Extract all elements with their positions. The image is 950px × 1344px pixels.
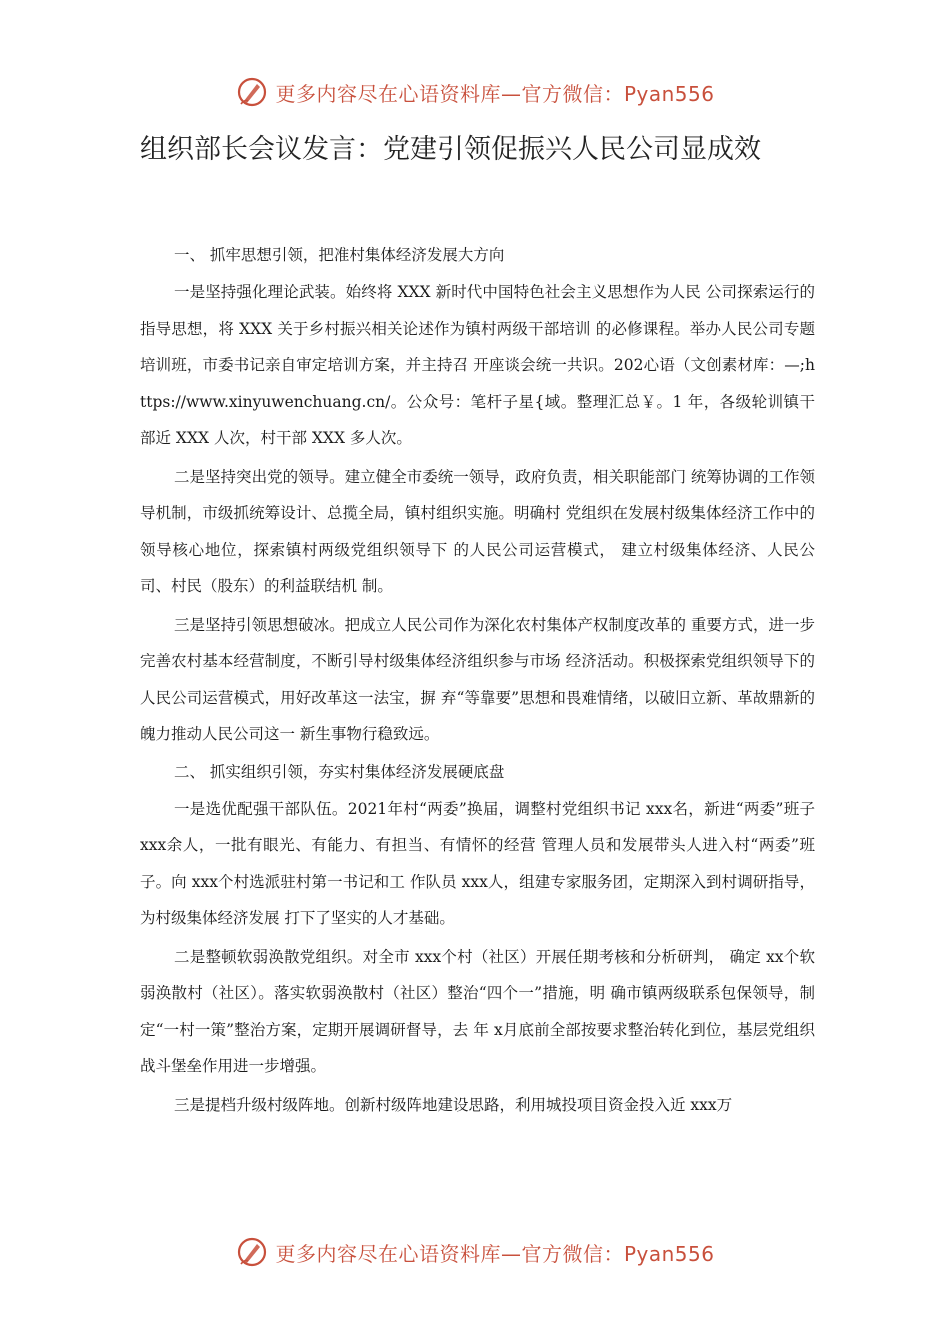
- paragraph: 三是坚持引领思想破冰。把成立人民公司作为深化农村集体产权制度改革的 重要方式，进一步完善农村基本经营制度，不断引导村级集体经济组织参与市场 经济活动。积极探索党组织领导下的人民公司运营模式，用好改革这一法宝，摒 弃“等靠要”思想和畏难情绪，以破旧立新、革故鼎新的魄力推动人民公司这一 新生事物行稳致远。: [140, 615, 815, 743]
- paragraph: 一是选优配强干部队伍。2021年村“两委”换届，调整村党组织书记 xxx名，新进“两委”班子 xxx余人，一批有眼光、有能力、有担当、有情怀的经营 管理人员和发展带头人进入村“两委”班子。向 xxx个村选派驻村第一书记和工 作队员 xxx人，组建专家服务团，定期深入到村调研指导，为村级集体经济发展 打下了坚实的人才基础。: [140, 799, 815, 927]
- paragraph: 三是提档升级村级阵地。创新村级阵地建设思路，利用城投项目资金投入近 xxx万: [174, 1095, 733, 1114]
- section-2: [140, 755, 815, 1124]
- section-heading: 一、 抓牢思想引领，把准村集体经济发展大方向: [174, 246, 505, 264]
- watermark-text-bottom: 更多内容尽在心语资料库—官方微信：Pyan556: [275, 1241, 715, 1266]
- document-body: [140, 238, 815, 1125]
- quill-pen-logo-icon: [235, 1235, 269, 1269]
- paragraph: 二是坚持突出党的领导。建立健全市委统一领导，政府负责，相关职能部门 统筹协调的工作领导机制，市级抓统筹设计、总揽全局，镇村组织实施。明确村 党组织在发展村级集体经济工作中的领导核心地位，探索镇村两级党组织领导下 的人民公司运营模式， 建立村级集体经济、人民公司、村民（股东）的利益联结机 制。: [140, 467, 815, 595]
- section-1: [140, 238, 815, 753]
- paragraph: 二是整顿软弱涣散党组织。对全市 xxx个村（社区）开展任期考核和分析研判， 确定 xx个软弱涣散村（社区）。落实软弱涣散村（社区）整治“四个一”措施，明 确市镇两级联系包保领导，制定“一村一策”整治方案，定期开展调研督导，去 年 x月底前全部按要求整治转化到位，基层党组织战斗堡垒作用进一步增强。: [140, 947, 815, 1075]
- watermark-text-top: 更多内容尽在心语资料库—官方微信：Pyan556: [275, 81, 715, 106]
- section-heading: 二、 抓实组织引领，夯实村集体经济发展硬底盘: [174, 762, 505, 781]
- page-title: 组织部长会议发言：党建引领促振兴人民公司显成效: [140, 134, 761, 165]
- watermark-banner-bottom: [0, 1230, 950, 1274]
- quill-pen-logo-icon: [235, 75, 269, 109]
- watermark-banner-top: [0, 70, 950, 114]
- paragraph: 一是坚持强化理论武装。始终将 XXX 新时代中国特色社会主义思想作为人民 公司探索运行的指导思想，将 XXX 关于乡村振兴相关论述作为镇村两级干部培训 的必修课程。举办人民公司专题培训班，市委书记亲自审定培训方案，并主持召 开座谈会统一共识。202心语（文创素材库：—;https://www.xinyuwenchuang.cn/。公众号：笔杆子星{域。整理汇总￥。1 年，各级轮训镇干部近 XXX 人次，村干部 XXX 多人次。: [140, 283, 815, 447]
